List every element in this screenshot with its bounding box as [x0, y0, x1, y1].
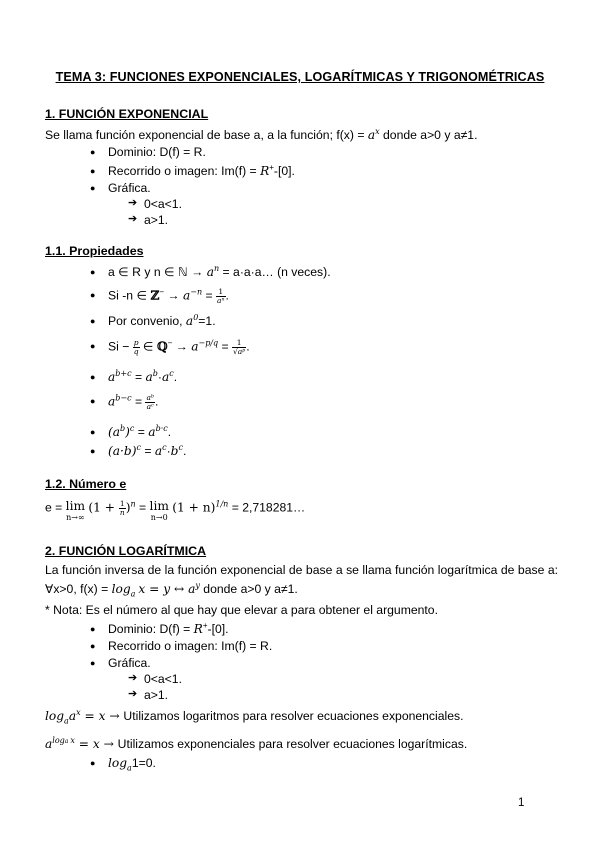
- math-exponent: +: [269, 162, 274, 172]
- math-base: b: [170, 444, 179, 458]
- bullet-icon: ●: [90, 446, 96, 456]
- text-fragment: →: [172, 339, 192, 354]
- math-exponent: 1/n: [215, 499, 229, 509]
- math-exponent: +: [202, 620, 208, 630]
- math-fraction: [119, 500, 126, 517]
- text-fragment: =: [131, 394, 146, 409]
- log-identity-2: [45, 737, 467, 751]
- page-number: 1: [518, 797, 525, 809]
- list-item-text: [108, 265, 331, 279]
- math-base: (a·b): [108, 444, 137, 458]
- math-exponent: c: [129, 423, 135, 433]
- limit-subscript: n→0: [150, 513, 168, 522]
- text-fragment: x = y ↔: [138, 582, 189, 596]
- list-item-text: [108, 394, 158, 411]
- math-exponent: −: [159, 287, 165, 297]
- math-exponent: −: [167, 338, 173, 348]
- text-fragment: ): [125, 425, 130, 439]
- math-log: log: [111, 582, 131, 596]
- fraction-numerator: p: [133, 338, 139, 347]
- text-fragment: e =: [45, 500, 66, 515]
- limit-subscript: n→∞: [66, 513, 85, 522]
- fraction-denominator: q: [133, 347, 139, 356]
- text-fragment: =: [140, 444, 155, 458]
- math-exponent: −p/q: [198, 338, 219, 348]
- math-exponent: n: [214, 263, 220, 273]
- limit-word: lim: [149, 499, 169, 513]
- bullet-icon: ●: [90, 166, 96, 176]
- text-fragment: -[0].: [207, 622, 229, 636]
- number-e-formula: [45, 500, 305, 522]
- section-heading-properties: 1.1. Propiedades: [45, 244, 144, 258]
- text-fragment: =: [131, 370, 146, 384]
- math-log: log: [45, 709, 65, 723]
- bullet-icon: ●: [90, 183, 96, 193]
- math-subscript: a: [130, 589, 136, 599]
- math-fraction: [133, 339, 140, 356]
- sub-list-item-text: 0<a<1.: [144, 672, 182, 686]
- text-fragment: .: [173, 370, 178, 384]
- list-item-text: Gráfica.: [108, 656, 151, 670]
- math-exponent: b−c: [115, 393, 132, 403]
- text-fragment: Por convenio,: [108, 314, 186, 328]
- math-subscript: a: [127, 763, 132, 773]
- logarithmic-formula: [45, 580, 298, 599]
- math-base: a: [191, 339, 199, 354]
- log-identity-1: [45, 707, 464, 726]
- math-subscript: a: [64, 716, 69, 726]
- text-fragment: donde a>0 y a≠1.: [379, 128, 478, 142]
- text-fragment: .: [225, 288, 229, 303]
- text-fragment: =1.: [198, 314, 216, 328]
- fraction-denominator: √aᵖ: [233, 347, 246, 356]
- bullet-icon: ●: [90, 641, 96, 651]
- text-fragment: .: [167, 425, 172, 439]
- sub-list-item-text: 0<a<1.: [144, 197, 182, 211]
- list-item-text: [108, 288, 229, 305]
- text-fragment: Si -n ∈: [108, 288, 151, 303]
- list-item-text: Dominio: D(f) = R.: [108, 145, 206, 159]
- sub-list-item-text: a>1.: [144, 213, 169, 227]
- math-exponent: [52, 736, 75, 745]
- text-fragment: ·: [157, 370, 162, 384]
- list-item-text: [108, 314, 216, 328]
- math-base: a: [185, 314, 194, 328]
- math-exponent: x: [375, 126, 380, 136]
- logarithmic-definition: La función inversa de la función exponencial de base a se llama función logarítmica de base a:: [45, 563, 558, 577]
- math-set: R: [260, 164, 270, 178]
- text-fragment: →: [164, 288, 183, 303]
- text-fragment: Si −: [108, 339, 133, 354]
- math-base: a: [188, 582, 196, 596]
- math-base: a: [154, 444, 163, 458]
- fraction-numerator: 1: [119, 499, 125, 508]
- math-base: a: [108, 394, 116, 409]
- list-item-text: [108, 370, 177, 384]
- note: * Nota: Es el número al que hay que elevar a para obtener el argumento.: [45, 603, 438, 617]
- text-fragment: Utilizamos exponenciales para resolver ecuaciones logarítmicas.: [117, 737, 468, 751]
- bullet-icon: ●: [90, 427, 96, 437]
- math-exponent: b+c: [115, 368, 132, 378]
- bullet-icon: ●: [90, 758, 96, 768]
- bullet-icon: ●: [90, 658, 96, 668]
- text-fragment: =: [218, 339, 233, 354]
- math-exponent: b·c: [155, 423, 168, 433]
- bullet-icon: ●: [90, 316, 96, 326]
- math-log: log: [52, 735, 65, 745]
- arrow-right-icon: ➔: [128, 688, 138, 700]
- math-exponent: c: [178, 442, 183, 452]
- bullet-icon: ●: [90, 341, 96, 351]
- math-base: a: [161, 370, 170, 384]
- math-base: a: [45, 737, 53, 751]
- list-item-text: Gráfica.: [108, 181, 151, 195]
- text-fragment: ·: [166, 444, 171, 458]
- text-fragment: .: [182, 444, 187, 458]
- text-fragment: Dominio: D(f) =: [108, 622, 194, 636]
- list-item-text: [108, 756, 156, 773]
- arrow-right-icon: ➔: [128, 197, 138, 209]
- math-exponent: x: [76, 707, 81, 717]
- math-exponent: b: [152, 368, 158, 378]
- math-fraction: [216, 288, 226, 305]
- text-fragment: = a·a·a… (n veces).: [219, 265, 331, 279]
- text-fragment: =: [135, 500, 150, 515]
- text-fragment: -[0].: [273, 164, 295, 178]
- text-fragment: .: [246, 339, 250, 354]
- text-fragment: Recorrido o imagen: Im(f) =: [108, 164, 261, 178]
- fraction-denominator: aᶜ: [146, 402, 154, 411]
- math-base: a: [367, 128, 376, 142]
- math-base: (a: [108, 425, 121, 439]
- sub-list-item-text: a>1.: [144, 688, 169, 702]
- bullet-icon: ●: [90, 267, 96, 277]
- math-exponent: n: [130, 499, 136, 509]
- math-exponent: c: [169, 368, 174, 378]
- math-fraction: [232, 339, 246, 356]
- text-fragment: = 2,718281…: [228, 500, 306, 515]
- math-exponent: y: [195, 580, 200, 590]
- math-base: a: [206, 265, 215, 279]
- math-limit: [66, 500, 85, 522]
- text-fragment: =: [134, 425, 149, 439]
- math-base: a: [148, 425, 156, 439]
- text-fragment: = x →: [74, 737, 118, 751]
- math-exponent: b: [120, 423, 126, 433]
- list-item-text: Recorrido o imagen: Im(f) = R.: [108, 639, 273, 653]
- fraction-denominator: aⁿ: [217, 296, 225, 305]
- fraction-denominator: n: [119, 508, 125, 517]
- text-fragment: ∈: [139, 339, 157, 354]
- text-fragment: Utilizamos logaritmos para resolver ecuaciones exponenciales.: [123, 709, 464, 723]
- section-heading-logarithmic: 2. FUNCIÓN LOGARÍTMICA: [45, 544, 207, 558]
- arrow-right-icon: ➔: [128, 213, 138, 225]
- list-item-text: [108, 339, 250, 356]
- math-exponent-arg: x: [70, 735, 75, 745]
- math-set: ℤ: [150, 288, 160, 303]
- text-fragment: (1 + n): [172, 500, 216, 515]
- math-exponent: c: [162, 442, 167, 452]
- math-set: ℚ: [156, 339, 168, 354]
- math-exponent: 0: [193, 312, 199, 322]
- text-fragment: donde a>0 y a≠1.: [199, 582, 298, 596]
- text-fragment: Se llama función exponencial de base a, a la función; f(x) =: [45, 128, 368, 142]
- fraction-numerator: aᵇ: [146, 393, 154, 402]
- bullet-icon: ●: [90, 372, 96, 382]
- math-subscript: a: [64, 737, 69, 745]
- text-fragment: ∀x>0, f(x) =: [45, 582, 112, 596]
- math-base: a: [183, 288, 191, 303]
- math-limit: [150, 500, 169, 522]
- list-item-text: [108, 164, 295, 178]
- section-heading-number-e: 1.2. Número e: [45, 477, 127, 491]
- text-fragment: (1 +: [88, 500, 119, 515]
- fraction-numerator: 1: [232, 339, 246, 348]
- bullet-icon: ●: [90, 147, 96, 157]
- section-heading-exponential: 1. FUNCIÓN EXPONENCIAL: [45, 107, 209, 121]
- math-exponent: −n: [190, 287, 203, 297]
- bullet-icon: ●: [90, 396, 96, 406]
- text-fragment: 1=0.: [131, 756, 156, 770]
- math-set: R: [193, 622, 203, 636]
- arrow-right-icon: ➔: [128, 672, 138, 684]
- list-item-text: [108, 622, 229, 636]
- fraction-numerator: 1: [216, 288, 226, 297]
- text-fragment: ): [125, 500, 131, 515]
- page-title: TEMA 3: FUNCIONES EXPONENCIALES, LOGARÍTMICAS Y TRIGONOMÉTRICAS: [55, 70, 545, 84]
- text-fragment: .: [154, 394, 159, 409]
- bullet-icon: ●: [90, 624, 96, 634]
- math-base: a: [68, 709, 77, 723]
- text-fragment: = x →: [80, 709, 124, 723]
- math-base: a: [145, 370, 153, 384]
- math-exponent: c: [136, 442, 141, 452]
- math-fraction: [145, 394, 154, 411]
- text-fragment: a ∈ R y n ∈ ℕ →: [108, 265, 207, 279]
- bullet-icon: ●: [90, 290, 96, 300]
- math-log: log: [108, 756, 128, 770]
- text-fragment: =: [202, 288, 217, 303]
- limit-word: lim: [65, 499, 86, 513]
- list-item-text: [108, 425, 171, 439]
- list-item-text: [108, 444, 186, 458]
- math-base: a: [108, 370, 116, 384]
- exponential-definition: [45, 128, 477, 142]
